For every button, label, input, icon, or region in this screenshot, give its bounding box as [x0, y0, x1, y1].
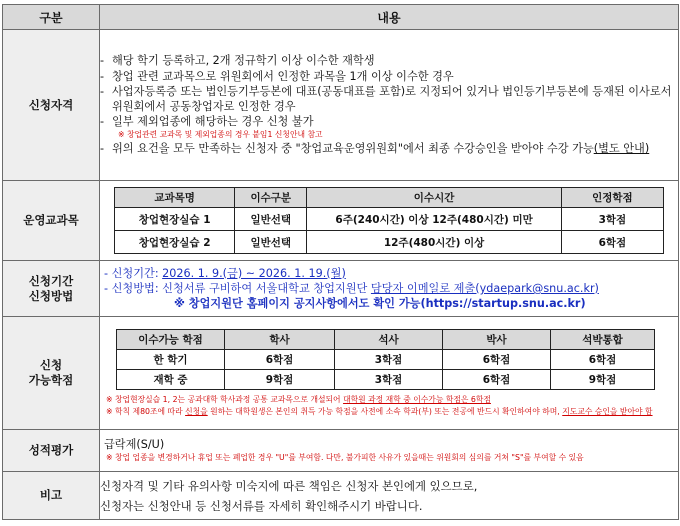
application-method: - 신청방법: 신청서류 구비하여 서울대학교 창업지원단 담당자 이메일로 제출(ydaepark@snu.ac.kr)	[104, 281, 599, 295]
evaluation-content	[100, 430, 679, 472]
course-name: 창업현장실습 1	[115, 208, 235, 231]
eligibility-label: 신청자격	[3, 30, 100, 181]
table-row	[115, 208, 664, 231]
table-row	[115, 231, 664, 254]
credits-content	[100, 317, 679, 430]
credits-header-cell: 석사	[335, 330, 443, 350]
credits-header-cell: 이수가능 학점	[117, 330, 225, 350]
courses-header-row	[115, 188, 664, 208]
course-hours: 6주(240시간) 이상 12주(480시간) 미만	[307, 208, 561, 231]
table-row: 한 학기 6학점 3학점 6학점 6학점	[117, 350, 655, 370]
course-hours: 12주(480시간) 이상	[307, 231, 561, 254]
eligibility-note: ※ 창업관련 교과목 및 제외업종의 경우 붙임1 신청안내 참고	[118, 130, 323, 140]
courses-label: 운영교과목	[3, 181, 100, 261]
remarks-line: 신청자는 신청안내 등 신청서류를 자세히 확인해주시기 바랍니다.	[100, 498, 423, 513]
course-name: 창업현장실습 2	[115, 231, 235, 254]
credits-header-cell: 석박통합	[551, 330, 655, 350]
remarks-content	[100, 472, 679, 520]
course-type: 일반선택	[235, 231, 307, 254]
evaluation-label: 성적평가	[3, 430, 100, 472]
credits-header-row	[117, 330, 655, 350]
eligibility-content	[100, 30, 679, 181]
course-type: 일반선택	[235, 208, 307, 231]
eligibility-row	[3, 30, 679, 181]
credits-label: 신청 가능학점	[3, 317, 100, 430]
header-content: 내용	[100, 5, 679, 30]
credits-header-cell: 박사	[443, 330, 551, 350]
credits-header-cell: 학사	[225, 330, 335, 350]
eligibility-item: - 해당 학기 등록하고, 2개 정규학기 이상 이수한 재학생	[100, 54, 375, 68]
application-content	[100, 261, 679, 317]
application-info-table	[2, 4, 679, 520]
eligibility-item: - 창업 관련 교과목으로 위원회에서 인정한 과목을 1개 이상 이수한 경우	[100, 69, 454, 83]
credits-table	[116, 329, 655, 390]
eligibility-final: - 위의 요건을 모두 만족하는 신청자 중 "창업교육운영위원회"에서 최종 수강승인을 받아야 수강 가능(별도 안내)	[100, 142, 650, 156]
courses-header-cell: 이수구분	[235, 188, 307, 208]
remarks-label: 비고	[3, 472, 100, 520]
credits-row	[3, 317, 679, 430]
submission-email-link[interactable]: 담당자 이메일로 제출(ydaepark@snu.ac.kr)	[370, 281, 599, 295]
grade-type: 급락제(S/U)	[104, 438, 165, 451]
courses-table	[114, 187, 664, 254]
eligibility-item: - 일부 제외업종에 해당하는 경우 신청 불가	[100, 115, 314, 129]
application-row	[3, 261, 679, 317]
evaluation-note: ※ 창업 업종을 변경하거나 휴업 또는 폐업한 경우 "U"를 부여함. 다만, 불가피한 사유가 있을때는 위원회의 심의를 거쳐 "S"를 부여할 수 있음	[106, 453, 584, 462]
courses-row	[3, 181, 679, 261]
credits-note-1: ※ 창업현장실습 1, 2는 공과대학 학사과정 공통 교과목으로 개설되어 대학원 과정 재학 중 이수가능 학점은 6학점	[106, 395, 491, 404]
course-credits: 6학점	[561, 231, 663, 254]
header-category: 구분	[3, 5, 100, 30]
eligibility-item: - 사업자등록증 또는 법인등기부등본에 대표(공동대표를 포함)로 지정되어 있거나 법인등기부등본에 등재된 이사로서 위원회에서 공동창업자로 인정한 경우	[100, 84, 672, 113]
courses-header-cell: 이수시간	[307, 188, 561, 208]
course-credits: 3학점	[561, 208, 663, 231]
courses-header-cell: 교과목명	[115, 188, 235, 208]
courses-content	[100, 181, 679, 261]
evaluation-row	[3, 430, 679, 472]
remarks-row	[3, 472, 679, 520]
credits-note-2: ※ 학칙 제80조에 따라 신청을 원하는 대학원생은 본인의 취득 가능 학점을 사전에 소속 학과(부) 또는 전공에 반드시 확인하여야 하며, 지도교수 승인을 받아야 함	[106, 407, 653, 416]
courses-header-cell: 인정학점	[561, 188, 663, 208]
remarks-line: 신청자격 및 기타 유의사항 미숙지에 따른 책임은 신청자 본인에게 있으므로,	[100, 478, 478, 493]
table-row: 재학 중 9학점 3학점 6학점 9학점	[117, 370, 655, 390]
header-row	[3, 5, 679, 30]
application-label: 신청기간 신청방법	[3, 261, 100, 317]
application-period: - 신청기간: 2026. 1. 9.(금) ~ 2026. 1. 19.(월)	[104, 266, 346, 280]
homepage-note: ※ 창업지원단 홈페이지 공지사항에서도 확인 가능(https://startup.snu.ac.kr)	[174, 297, 586, 311]
